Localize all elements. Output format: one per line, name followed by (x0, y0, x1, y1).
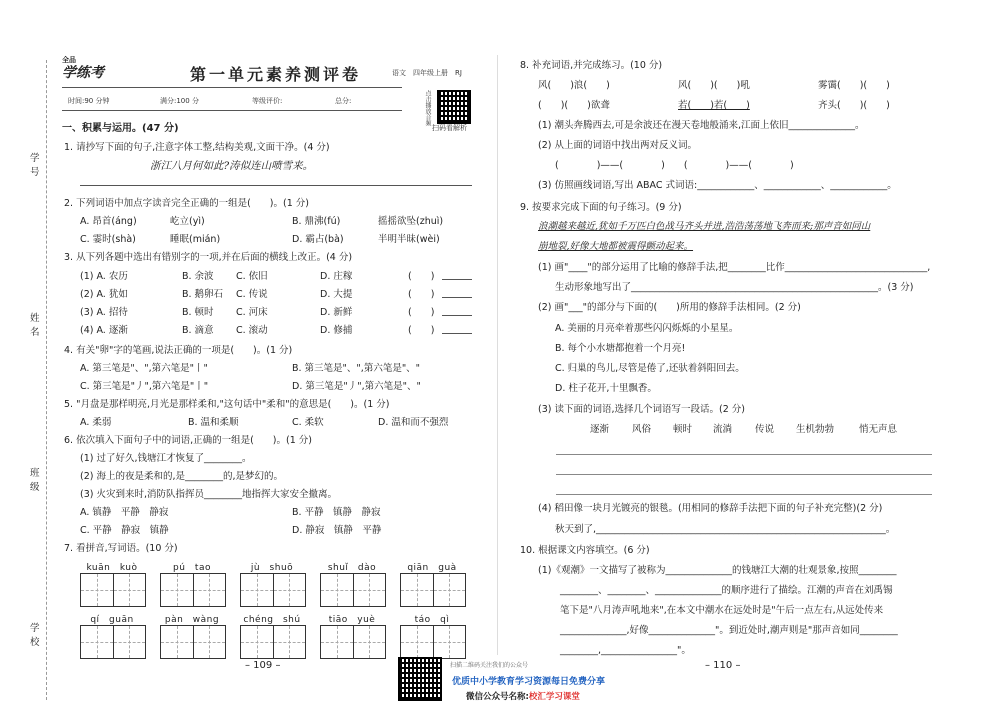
q3-option: (2) A. 犹如 (80, 289, 128, 300)
q7-writing-grid[interactable] (320, 573, 386, 607)
q8-antonym-pairs[interactable]: ( )——( ) ( )——( ) (555, 160, 794, 171)
qr-caption: 扫码看解析 (432, 124, 467, 132)
q7-pinyin: chéng shú (243, 615, 301, 625)
q9-answer-line-1[interactable] (556, 454, 932, 455)
q1-writing-line[interactable] (80, 185, 472, 186)
q7-writing-grid[interactable] (240, 573, 306, 607)
q9-word: 顿时 (673, 424, 693, 435)
q9-word: 流淌 (713, 424, 733, 435)
q6-sentence-1: (1) 过了好久,钱塘江才恢复了________。 (80, 453, 252, 464)
q3-answer-paren[interactable]: ( ) (408, 289, 435, 300)
q4-option-c: C. 第三笔是"丿",第六笔是"丨" (80, 381, 209, 392)
logo: 学练考 (62, 65, 104, 81)
q7-writing-grid[interactable] (80, 625, 146, 659)
q7-grid-cell[interactable] (321, 626, 354, 658)
q3-stem: 3. 从下列各题中选出有错别字的一项,并在后面的横线上改正。(4 分) (64, 252, 353, 263)
q3-option: D. 庄稼 (320, 271, 353, 282)
q3-answer-paren[interactable]: ( ) (408, 325, 435, 336)
q3-option: (3) A. 招待 (80, 307, 128, 318)
grade-label: 等级评价: (252, 97, 283, 105)
subject-label: 语文 四年级上册 RJ (392, 69, 462, 77)
q10-line-5: ________,________________"。 (560, 645, 691, 656)
q7-stem: 7. 看拼音,写词语。(10 分) (64, 543, 178, 554)
q9-sub-4b: 秋天到了,_____________________________________________________________。 (555, 524, 896, 535)
q8-word-1: 风( )浪( ) (538, 80, 610, 91)
q3-option: D. 大提 (320, 289, 353, 300)
q7-grid-cell[interactable] (241, 574, 274, 606)
binding-line (46, 60, 47, 700)
q5-option-a: A. 柔弱 (80, 417, 112, 428)
q7-pinyin: pú tao (173, 563, 211, 573)
q8-sub-1: (1) 潮头奔腾西去,可是余波还在漫天卷地般涌来,江面上依旧______________。 (538, 120, 865, 131)
q5-option-d: D. 温和而不强烈 (378, 417, 449, 428)
q7-grid-cell[interactable] (161, 574, 194, 606)
q9-sub-1b: 生动形象地写出了____________________________________________________。(3 分) (555, 282, 914, 293)
q6-option-a: A. 镇静 平静 静寂 (80, 507, 169, 518)
q7-writing-grid[interactable] (160, 625, 226, 659)
q2-option-c2: 睡眠(mián) (170, 234, 221, 245)
center-divider (497, 55, 498, 655)
q3-option: B. 鹅卵石 (182, 289, 224, 300)
side-label-banji: 班 级 (30, 468, 40, 493)
q3-answer-paren[interactable]: ( ) (408, 307, 435, 318)
q9-sub-3: (3) 读下面的词语,选择几个词语写一段话。(2 分) (538, 404, 745, 415)
q3-correction-line[interactable] (442, 279, 472, 280)
q9-answer-line-2[interactable] (556, 474, 932, 475)
q5-option-b: B. 温和柔顺 (188, 417, 239, 428)
q9-word: 风俗 (632, 424, 652, 435)
q9-word: 悄无声息 (859, 424, 898, 435)
q7-pinyin: táo qì (414, 615, 450, 625)
q8-sub-2: (2) 从上面的词语中找出两对反义词。 (538, 140, 697, 151)
q6-option-d: D. 静寂 镇静 平静 (292, 525, 382, 536)
q9-option-b: B. 每个小水塘都抱着一个月亮! (555, 343, 686, 354)
q2-option-a2: 屹立(yì) (170, 216, 205, 227)
q5-stem: 5. "月盘是那样明亮,月光是那样柔和,"这句话中"柔和"的意思是( )。(1 分) (64, 399, 390, 410)
q10-line-1: (1)《观潮》一文描写了被称为______________的钱塘江大潮的壮观景象,按照________ (538, 565, 897, 576)
q6-option-c: C. 平静 静寂 镇静 (80, 525, 169, 536)
q6-sentence-2: (2) 海上的夜是柔和的,是________的,是梦幻的。 (80, 471, 284, 482)
q8-sub-3: (3) 仿照画线词语,写出 ABAC 式词语:____________、____________、____________。 (538, 180, 897, 191)
q6-sentence-3: (3) 火灾到来时,消防队指挥员________地指挥大家安全撤离。 (80, 489, 337, 500)
q10-line-3: 笔下是"八月涛声吼地来",在本文中潮水在远处时是"午后一点左右,从远处传来 (560, 605, 884, 616)
q8-word-2: 风( )( )吼 (678, 80, 750, 91)
q9-passage-2: 崩地裂,好像大地都被震得颤动起来。 (538, 241, 694, 252)
q7-grid-cell[interactable] (321, 574, 354, 606)
q7-grid-cell[interactable] (114, 574, 146, 606)
footer-account-name: 校汇学习课堂 (528, 692, 580, 702)
q3-option: C. 依旧 (236, 271, 268, 282)
side-code: 点击播放音频 (424, 90, 431, 126)
q10-line-4: ______________,好像______________"。到近处时,潮声则是"那声音如同________ (560, 625, 898, 636)
q9-word: 生机勃勃 (796, 424, 835, 435)
footer-line-1: 优质中小学教育学习资源每日免费分享 (452, 677, 606, 687)
side-label-xuehao: 学 号 (30, 153, 40, 178)
q8-word-3: 雾霭( )( ) (818, 80, 890, 91)
q9-passage-1: 浪潮越来越近,犹如千万匹白色战马齐头并进,浩浩荡荡地飞奔而来;那声音如同山 (538, 221, 871, 232)
q9-word: 逐渐 (590, 424, 610, 435)
q7-writing-grid[interactable] (240, 625, 306, 659)
q3-option: C. 滚动 (236, 325, 268, 336)
q9-option-c: C. 归巢的鸟儿,尽管是倦了,还驮着斜阳回去。 (555, 363, 745, 374)
q2-option-b: B. 鼎沸(fú) (292, 216, 341, 227)
q8-stem: 8. 补充词语,并完成练习。(10 分) (520, 60, 663, 71)
q7-grid-cell[interactable] (401, 626, 434, 658)
q9-option-d: D. 柱子花开,十里飘香。 (555, 383, 657, 394)
q3-option: B. 滴意 (182, 325, 214, 336)
q7-grid-cell[interactable] (81, 574, 114, 606)
q7-grid-cell[interactable] (161, 626, 194, 658)
q3-correction-line[interactable] (442, 333, 472, 334)
q7-pinyin: shuǐ dào (327, 563, 377, 573)
header-rule-bottom (62, 110, 402, 111)
score-label: 满分:100 分 (160, 97, 199, 105)
total-label: 总分: (335, 97, 352, 105)
q2-option-d: D. 霸占(bà) (292, 234, 344, 245)
q9-stem: 9. 按要求完成下面的句子练习。(9 分) (520, 202, 682, 213)
q6-stem: 6. 依次填入下面句子中的词语,正确的一组是( )。(1 分) (64, 435, 312, 446)
logo-top: 全品 (62, 56, 76, 64)
q7-pinyin: qí guān (90, 615, 134, 625)
footer-line-2 (466, 690, 580, 702)
q3-option: B. 顿时 (182, 307, 214, 318)
q7-grid-cell[interactable] (241, 626, 274, 658)
q9-sub-4: (4) 稻田像一块月光镀亮的银毯。(用相同的修辞手法把下面的句子补充完整)(2 分) (538, 503, 883, 514)
q3-correction-line[interactable] (442, 297, 472, 298)
q7-grid-cell[interactable] (274, 626, 306, 658)
q3-option: (4) A. 逐渐 (80, 325, 128, 336)
q7-writing-grid[interactable] (320, 625, 386, 659)
q7-writing-grid[interactable] (400, 573, 466, 607)
q9-word: 传说 (755, 424, 775, 435)
q9-sub-2: (2) 画"___"的部分与下面的( )所用的修辞手法相同。(2 分) (538, 302, 801, 313)
q7-grid-cell[interactable] (401, 574, 434, 606)
q4-option-a: A. 第三笔是"、",第六笔是"丨" (80, 363, 208, 374)
side-label-xuexiao: 学 校 (30, 623, 40, 648)
q2-option-d2: 半明半昧(wèi) (378, 234, 440, 245)
page-number-left: – 109 – (245, 660, 281, 671)
q7-grid-cell[interactable] (81, 626, 114, 658)
q7-pinyin: pàn wàng (164, 615, 220, 625)
footer-qr-code (398, 657, 442, 701)
q7-grid-cell[interactable] (274, 574, 306, 606)
q7-grid-cell[interactable] (114, 626, 146, 658)
q4-option-d: D. 第三笔是"丿",第六笔是"、" (292, 381, 421, 392)
header-rule-top (62, 87, 402, 88)
q7-grid-cell[interactable] (194, 574, 226, 606)
q7-grid-cell[interactable] (354, 574, 386, 606)
section-heading: 一、积累与运用。(47 分) (62, 123, 179, 134)
q2-option-c: C. 霎时(shà) (80, 234, 136, 245)
q7-grid-cell[interactable] (434, 574, 466, 606)
q1-sentence: 浙江八月何如此?涛似连山喷雪来。 (150, 160, 314, 172)
q7-pinyin: tiāo yuè (328, 615, 376, 625)
time-label: 时间:90 分钟 (68, 97, 110, 105)
q3-option: C. 传说 (236, 289, 268, 300)
q10-stem: 10. 根据课文内容填空。(6 分) (520, 545, 650, 556)
q7-grid-cell[interactable] (434, 626, 466, 658)
q7-pinyin: qiān guà (407, 563, 457, 573)
q3-option: D. 新鲜 (320, 307, 353, 318)
q9-sub-1: (1) 画"____"的部分运用了比喻的修辞手法,把________比作______________________________, (538, 262, 931, 273)
q7-grid-cell[interactable] (194, 626, 226, 658)
q3-option: B. 余波 (182, 271, 214, 282)
qr-code (437, 90, 471, 124)
q10-line-2: ________、________、______________的顺序进行了描绘。江潮的声音在刘禹锡 (560, 585, 893, 596)
q7-pinyin: kuān kuò (86, 563, 138, 573)
q9-answer-line-3[interactable] (556, 494, 932, 495)
q7-writing-grid[interactable] (400, 625, 466, 659)
q3-answer-paren[interactable]: ( ) (408, 271, 435, 282)
side-label-xingming: 姓 名 (30, 313, 40, 338)
q8-word-4: ( )( )欲聋 (538, 100, 610, 111)
q3-option: D. 修捕 (320, 325, 353, 336)
q3-correction-line[interactable] (442, 315, 472, 316)
q1-stem: 1. 请抄写下面的句子,注意字体工整,结构美观,文面干净。(4 分) (64, 142, 330, 153)
q9-option-a: A. 美丽的月亮牵着那些闪闪烁烁的小星星。 (555, 323, 739, 334)
q4-stem: 4. 有关"卵"字的笔画,说法正确的一项是( )。(1 分) (64, 345, 293, 356)
q6-option-b: B. 平静 镇静 静寂 (292, 507, 381, 518)
q3-option: (1) A. 农历 (80, 271, 128, 282)
q8-word-5: 若( )若( ) (678, 100, 750, 111)
q3-option: C. 河床 (236, 307, 268, 318)
q2-option-a: A. 昂首(áng) (80, 216, 137, 227)
q2-option-b2: 摇摇欲坠(zhuì) (378, 216, 444, 227)
q7-grid-cell[interactable] (354, 626, 386, 658)
footer-line-2-label: 微信公众号名称: (466, 692, 529, 702)
q4-option-b: B. 第三笔是"、",第六笔是"、" (292, 363, 421, 374)
q2-stem: 2. 下列词语中加点字读音完全正确的一组是( )。(1 分) (64, 198, 309, 209)
footer-scan-text: 扫描二维码关注我们的公众号 (450, 662, 529, 669)
q7-writing-grid[interactable] (80, 573, 146, 607)
q7-writing-grid[interactable] (160, 573, 226, 607)
page-title: 第一单元素养测评卷 (190, 65, 362, 84)
q7-pinyin: jù shuō (250, 563, 294, 573)
page-number-right: – 110 – (705, 660, 741, 671)
q8-word-6: 齐头( )( ) (818, 100, 890, 111)
q5-option-c: C. 柔软 (292, 417, 324, 428)
